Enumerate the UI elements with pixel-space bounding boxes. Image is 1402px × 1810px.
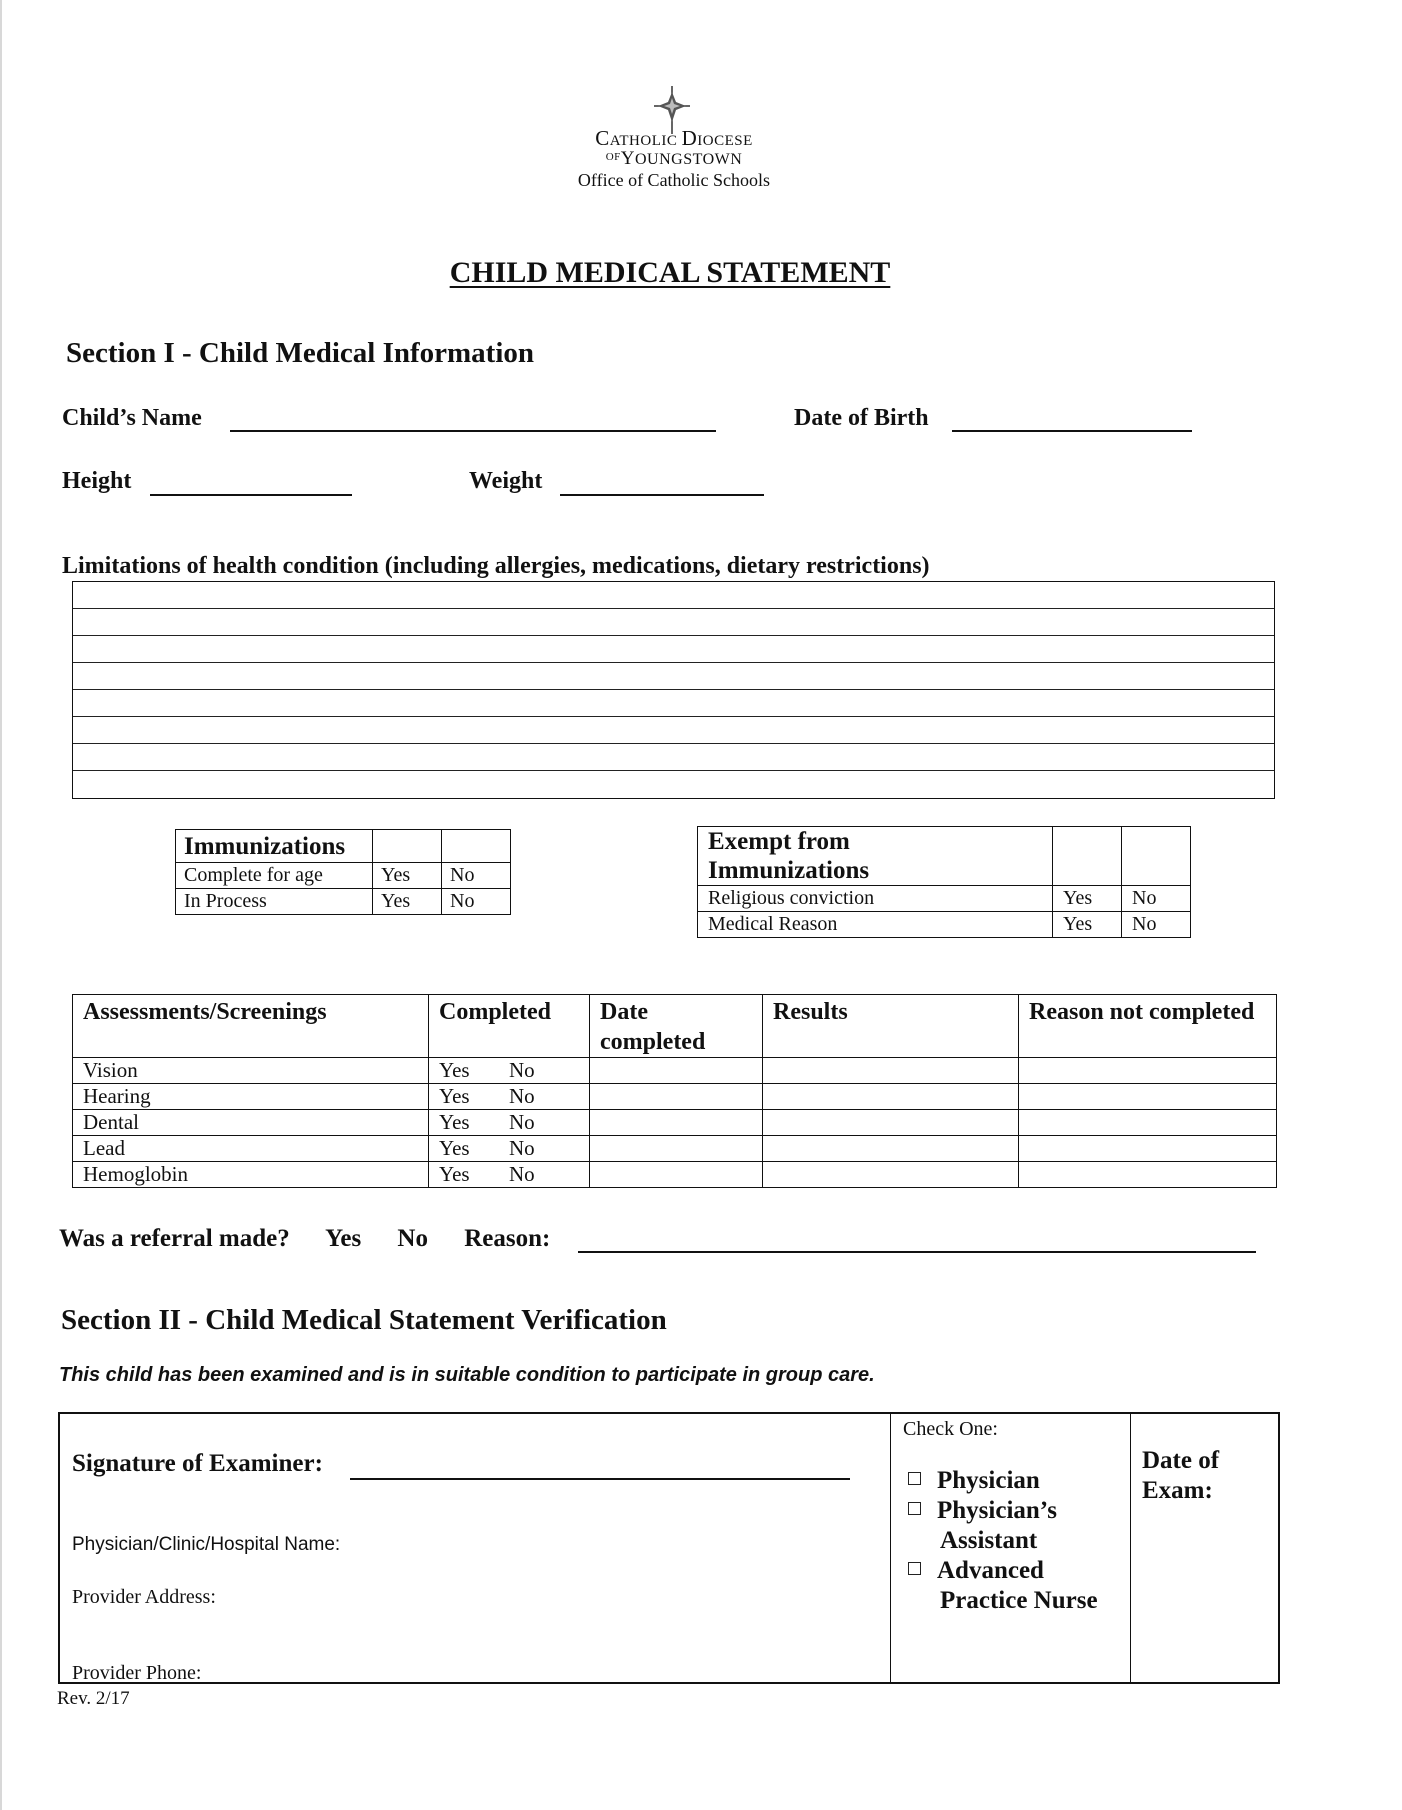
- no-option[interactable]: No: [509, 1162, 535, 1186]
- referral-reason-label: Reason:: [464, 1225, 551, 1252]
- dob-label: Date of Birth: [794, 405, 929, 431]
- limitations-line: [73, 770, 1274, 771]
- completed-cell: [429, 1136, 590, 1162]
- results-cell[interactable]: [763, 1136, 1019, 1162]
- yes-option[interactable]: Yes: [439, 1136, 470, 1160]
- column-header: Results: [763, 995, 1019, 1058]
- immunization-label: In Process: [176, 889, 373, 915]
- document-title: CHILD MEDICAL STATEMENT: [449, 256, 891, 289]
- referral-reason-field[interactable]: [578, 1251, 1256, 1253]
- check-one-label: Check One:: [903, 1418, 998, 1440]
- limitations-line: [73, 608, 1274, 609]
- referral-question: Was a referral made?: [59, 1225, 290, 1252]
- provider-phone-label: Provider Phone:: [72, 1662, 202, 1684]
- referral-no-option[interactable]: No: [397, 1225, 428, 1252]
- reason-not-completed-cell[interactable]: [1019, 1084, 1277, 1110]
- limitations-textarea[interactable]: [72, 581, 1275, 799]
- yes-option[interactable]: Yes: [373, 889, 442, 915]
- childs-name-field[interactable]: [230, 430, 716, 432]
- weight-field[interactable]: [560, 494, 764, 496]
- table-row: [698, 912, 1191, 938]
- limitations-line: [73, 689, 1274, 690]
- section1-heading: Section I - Child Medical Information: [66, 337, 535, 369]
- limitations-line: [73, 716, 1274, 717]
- table-row: [73, 1084, 1277, 1110]
- results-cell[interactable]: [763, 1110, 1019, 1136]
- immunization-label: Complete for age: [176, 863, 373, 889]
- no-option[interactable]: No: [442, 889, 511, 915]
- checkbox-icon[interactable]: [908, 1502, 921, 1515]
- option-physician[interactable]: Physician: [908, 1466, 1040, 1496]
- diocese-name-line1: CATHOLIC DIOCESE: [595, 126, 753, 150]
- verification-box: [58, 1412, 1280, 1684]
- column-header: Reason not completed: [1019, 995, 1277, 1058]
- table-row: [73, 1110, 1277, 1136]
- revision-label: Rev. 2/17: [57, 1688, 130, 1709]
- column-header: Completed: [429, 995, 590, 1058]
- reason-not-completed-cell[interactable]: [1019, 1058, 1277, 1084]
- exempt-header: Exempt from Immunizations: [698, 827, 1053, 886]
- immunizations-header: Immunizations: [176, 830, 373, 863]
- dob-field[interactable]: [952, 430, 1192, 432]
- limitations-label: Limitations of health condition (including allergies, medications, dietary restrictions): [62, 553, 930, 579]
- childs-name-label: Child’s Name: [62, 405, 202, 431]
- diocese-name-line2: $^{OF}$YOUNGSTOWN: [605, 148, 743, 169]
- yes-option[interactable]: Yes: [439, 1110, 470, 1134]
- provider-address-label: Provider Address:: [72, 1586, 216, 1608]
- yes-option[interactable]: Yes: [439, 1058, 470, 1082]
- height-label: Height: [62, 468, 132, 494]
- option-advanced-practice-nurse[interactable]: Advanced Practice Nurse: [908, 1556, 1098, 1616]
- immunizations-table: [175, 829, 511, 915]
- table-header-row: [73, 995, 1277, 1058]
- yes-option[interactable]: Yes: [439, 1162, 470, 1186]
- no-option[interactable]: No: [509, 1136, 535, 1160]
- date-completed-cell[interactable]: [590, 1084, 763, 1110]
- office-name: Office of Catholic Schools: [577, 170, 771, 190]
- date-completed-cell[interactable]: [590, 1058, 763, 1084]
- yes-option[interactable]: Yes: [439, 1084, 470, 1108]
- examination-statement: This child has been examined and is in suitable condition to participate in group care.: [59, 1364, 875, 1386]
- clinic-name-label: Physician/Clinic/Hospital Name:: [72, 1534, 341, 1555]
- table-row: [73, 1162, 1277, 1188]
- signature-label: Signature of Examiner:: [72, 1450, 323, 1477]
- height-field[interactable]: [150, 494, 352, 496]
- reason-not-completed-cell[interactable]: [1019, 1110, 1277, 1136]
- completed-cell: [429, 1110, 590, 1136]
- checkbox-icon[interactable]: [908, 1472, 921, 1485]
- results-cell[interactable]: [763, 1162, 1019, 1188]
- limitations-line: [73, 662, 1274, 663]
- date-completed-cell[interactable]: [590, 1136, 763, 1162]
- divider: [890, 1414, 891, 1682]
- table-row: [698, 886, 1191, 912]
- reason-not-completed-cell[interactable]: [1019, 1136, 1277, 1162]
- limitations-line: [73, 743, 1274, 744]
- assessment-name: Vision: [73, 1058, 429, 1084]
- table-row: [176, 863, 511, 889]
- exempt-table: [697, 826, 1191, 938]
- table-row: [73, 1136, 1277, 1162]
- divider: [1130, 1414, 1131, 1682]
- assessment-name: Lead: [73, 1136, 429, 1162]
- completed-cell: [429, 1162, 590, 1188]
- option-physicians-assistant[interactable]: Physician’s Assistant: [908, 1496, 1057, 1556]
- no-option[interactable]: No: [442, 863, 511, 889]
- completed-cell: [429, 1084, 590, 1110]
- signature-field[interactable]: [350, 1478, 850, 1480]
- assessment-name: Hemoglobin: [73, 1162, 429, 1188]
- results-cell[interactable]: [763, 1084, 1019, 1110]
- checkbox-icon[interactable]: [908, 1562, 921, 1575]
- no-option[interactable]: No: [509, 1110, 535, 1134]
- exempt-label: Religious conviction: [698, 886, 1053, 912]
- yes-option[interactable]: Yes: [373, 863, 442, 889]
- table-row: [73, 1058, 1277, 1084]
- no-option[interactable]: No: [509, 1084, 535, 1108]
- column-header: Assessments/Screenings: [73, 995, 429, 1058]
- no-option[interactable]: No: [509, 1058, 535, 1082]
- date-of-exam-label: Date of Exam:: [1142, 1447, 1220, 1504]
- date-completed-cell[interactable]: [590, 1110, 763, 1136]
- no-option[interactable]: No: [1122, 886, 1191, 912]
- weight-label: Weight: [469, 468, 543, 494]
- date-completed-cell[interactable]: [590, 1162, 763, 1188]
- table-row: [176, 889, 511, 915]
- exempt-label: Medical Reason: [698, 912, 1053, 938]
- completed-cell: [429, 1058, 590, 1084]
- referral-row: [59, 1225, 580, 1253]
- column-header: Date completed: [590, 995, 763, 1058]
- scan-edge: [0, 0, 2, 1810]
- reason-not-completed-cell[interactable]: [1019, 1162, 1277, 1188]
- results-cell[interactable]: [763, 1058, 1019, 1084]
- limitations-line: [73, 635, 1274, 636]
- assessment-name: Hearing: [73, 1084, 429, 1110]
- assessments-table: [72, 994, 1277, 1188]
- section2-heading: Section II - Child Medical Statement Verification: [61, 1304, 667, 1336]
- referral-yes-option[interactable]: Yes: [325, 1225, 362, 1252]
- no-option[interactable]: No: [1122, 912, 1191, 938]
- yes-option[interactable]: Yes: [1053, 912, 1122, 938]
- assessment-name: Dental: [73, 1110, 429, 1136]
- yes-option[interactable]: Yes: [1053, 886, 1122, 912]
